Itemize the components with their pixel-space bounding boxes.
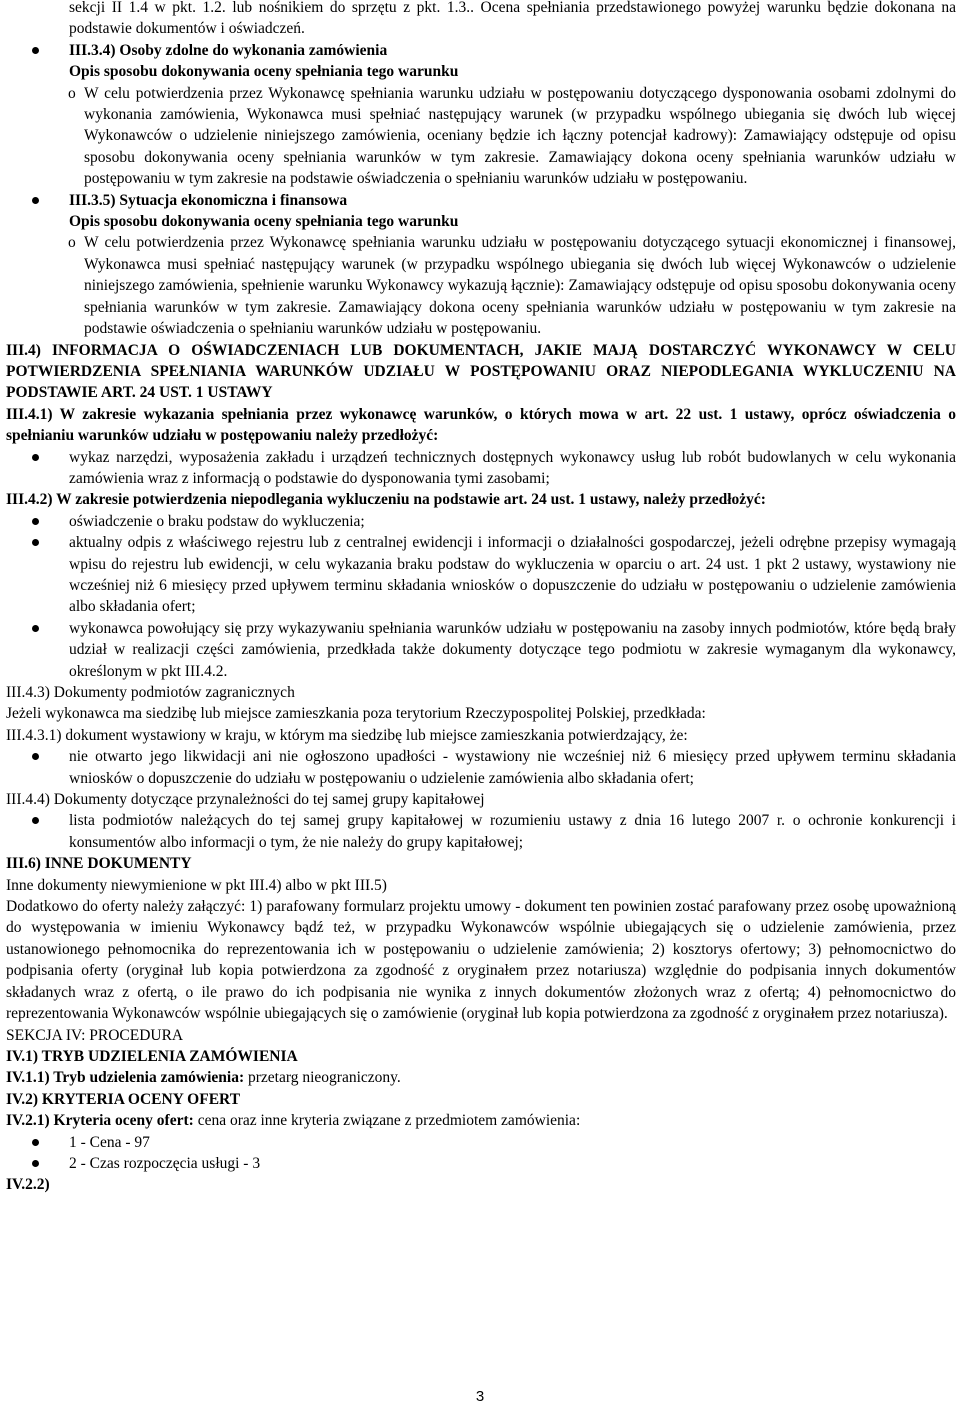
criterion-item <box>6 1132 956 1153</box>
field-label: IV.2.1) Kryteria oceny ofert: <box>6 1112 194 1130</box>
bullet-text: wykonawca powołujący się przy wykazywaniu spełniania warunków udziału w postępowaniu na zasoby innych podmiotów, które będą brały udział w realizacji części zamówienia, przedkłada także dokumenty dotyczące tego podmiotu w zakresie wymaganym dla wykonawcy, określonym w pkt III.4.2. <box>69 619 956 680</box>
bullet-item <box>6 40 956 61</box>
paragraph: Dodatkowo do oferty należy załączyć: 1) parafowany formularz projektu umowy - dokument ten powinien zostać parafowany przez osobę upoważnioną do występowania w imieniu Wykonawcy bądź też, w przypadku Wykonawców wspólnie ubiegających się o udzielenie zamówienia, przez ustanowionego pełnomocnika do reprezentowania ich w postępowaniu o udzielenie zamówienia; 2) kosztorys ofertowy; 3) pełnomocnictwo do podpisania oferty (oryginał lub kopia potwierdzona za zgodność z oryginałem przez notariusza) względnie do podpisania innych dokumentów składanych wraz z ofertą, o ile prawo do ich podpisania nie wynika z innych dokumentów złożonych wraz z ofertą; 4) pełnomocnictwo do reprezentowania Wykonawców wspólnie ubiegających się o zamówienie (oryginał lub kopia potwierdzona za zgodność z oryginałem przez notariusza). <box>6 898 956 1023</box>
section-heading: IV.1) TRYB UDZIELENIA ZAMÓWIENIA <box>6 1047 298 1065</box>
bullet-icon <box>32 518 39 525</box>
section-heading: III.6) INNE DOKUMENTY <box>6 855 192 873</box>
sub-item-text: W celu potwierdzenia przez Wykonawcę spełniania warunku udziału w postępowaniu dotyczącego dysponowania osobami zdolnymi do wykonania zamówienia, Wykonawca musi spełniać następujący warunek (w przypadku wspólnego ubiegania się dwóch lub więcej Wykonawców o udzielenie niniejszego zamówienia, oceniany będzie ich łączny potencjał kadrowy): Zamawiający odstępuje od opisu sposobu dokonywania oceny spełniania warunków w tym zakresie. Zamawiający dokona oceny spełniania warunków udziału w postępowaniu w tym zakresie na podstawie oświadczenia o spełnianiu warunków udziału w postępowaniu. <box>84 84 956 188</box>
field-value: cena oraz inne kryteria związane z przedmiotem zamówienia: <box>193 1112 581 1130</box>
bullet-text: aktualny odpis z właściwego rejestru lub z centralnej ewidencji i informacji o działalności gospodarczej, jeżeli odrębne przepisy wymagają wpisu do rejestru lub ewidencji, w celu wykazania braku podstaw do wykluczenia w oparciu o art. 24 ust. 1 pkt 2 ustawy, wystawiony nie wcześniej niż 6 miesięcy przed upływem terminu składania wniosków o dopuszczenie do udziału w postępowaniu o udzielenie zamówienia albo składania ofert; <box>69 534 956 616</box>
paragraph <box>6 1110 956 1131</box>
subsection-heading: III.4.4) Dokumenty dotyczące przynależności do tej samej grupy kapitałowej <box>6 791 485 809</box>
bullet-item <box>6 190 956 211</box>
sub-item <box>6 232 956 339</box>
bullet-icon <box>32 539 39 546</box>
section-heading: III.4) INFORMACJA O OŚWIADCZENIACH LUB DOKUMENTACH, JAKIE MAJĄ DOSTARCZYĆ WYKONAWCY W CELU POTWIERDZENIA SPEŁNIANIA WARUNKÓW UDZIAŁU W POSTĘPOWANIU ORAZ NIEPODLEGANIA WYKLUCZENIU NA PODSTAWIE ART. 24 UST. 1 USTAWY <box>6 341 956 402</box>
criterion-text: 2 - Czas rozpoczęcia usługi - 3 <box>69 1154 261 1172</box>
bullet-icon <box>32 454 39 461</box>
bullet-icon <box>32 1160 39 1167</box>
section-subtitle: Opis sposobu dokonywania oceny spełniania tego warunku <box>69 213 459 231</box>
bullet-icon <box>32 753 39 760</box>
document-content <box>6 0 956 1196</box>
bullet-text: oświadczenie o braku podstaw do wykluczenia; <box>69 512 365 530</box>
section-subtitle: Opis sposobu dokonywania oceny spełniania tego warunku <box>69 63 459 81</box>
criterion-text: 1 - Cena - 97 <box>69 1133 150 1151</box>
section-heading: IV.2) KRYTERIA OCENY OFERT <box>6 1090 241 1108</box>
section-title: III.3.5) Sytuacja ekonomiczna i finansowa <box>69 191 348 209</box>
bullet-item <box>6 532 956 618</box>
paragraph <box>6 1067 956 1088</box>
continuation-paragraph: sekcji II 1.4 w pkt. 1.2. lub nośnikiem do sprzętu z pkt. 1.3.. Ocena spełniania przedstawionego powyżej warunku będzie dokonana na podstawie dokumentów i oświadczeń. <box>69 0 956 38</box>
sub-item-text: W celu potwierdzenia przez Wykonawcę spełniania warunku udziału w postępowaniu dotyczącego sytuacji ekonomicznej i finansowej, Wykonawca musi spełniać następujący warunek (w przypadku wspólnego ubiegania się dwóch lub więcej Wykonawców o udzielenie niniejszego zamówienia, spełnienie warunku Wykonawcy wykazują łącznie): Zamawiający odstępuje od opisu sposobu dokonywania oceny spełniania warunków w tym zakresie. Zamawiający dokona oceny spełniania warunków udziału w postępowaniu w tym zakresie na podstawie oświadczenia o spełnianiu warunków udziału w postępowaniu. <box>84 234 956 338</box>
bullet-icon <box>32 1139 39 1146</box>
bullet-icon <box>32 625 39 632</box>
subsection-heading: III.4.3.1) dokument wystawiony w kraju, w którym ma siedzibę lub miejsce zamieszkania potwierdzający, że: <box>6 726 688 744</box>
bullet-text: wykaz narzędzi, wyposażenia zakładu i urządzeń technicznych dostępnych wykonawcy usług lub robót budowlanych w celu wykonania zamówienia wraz z informacją o podstawie do dysponowania tymi zasobami; <box>69 448 956 487</box>
bullet-text: nie otwarto jego likwidacji ani nie ogłoszono upadłości - wystawiony nie wcześniej niż 6 miesięcy przed upływem terminu składania wniosków o dopuszczenie do udziału w postępowaniu o udzielenie zamówienia albo składania ofert; <box>69 748 956 787</box>
bullet-text: lista podmiotów należących do tej samej grupy kapitałowej w rozumieniu ustawy z dnia 16 lutego 2007 r. o ochronie konkurencji i konsumentów albo informacji o tym, że nie należy do grupy kapitałowej; <box>69 812 956 851</box>
paragraph: Inne dokumenty niewymienione w pkt III.4) albo w pkt III.5) <box>6 876 387 894</box>
field-label: IV.1.1) Tryb udzielenia zamówienia: <box>6 1069 245 1087</box>
circle-bullet-icon: o <box>68 84 76 102</box>
bullet-item <box>6 746 956 789</box>
bullet-item <box>6 810 956 853</box>
field-value: przetarg nieograniczony. <box>244 1069 401 1087</box>
bullet-item <box>6 511 956 532</box>
bullet-item <box>6 618 956 682</box>
criterion-item <box>6 1153 956 1174</box>
sub-item <box>6 83 956 190</box>
subsection-heading: III.4.3) Dokumenty podmiotów zagranicznych <box>6 684 295 701</box>
bullet-icon <box>32 47 39 54</box>
paragraph: Jeżeli wykonawca ma siedzibę lub miejsce zamieszkania poza terytorium Rzeczypospolitej Polskiej, przedkłada: <box>6 705 706 723</box>
page-number: 3 <box>475 1388 485 1405</box>
bullet-item <box>6 447 956 490</box>
section-heading: SEKCJA IV: PROCEDURA <box>6 1026 184 1044</box>
circle-bullet-icon: o <box>68 234 76 252</box>
bullet-icon <box>32 197 39 204</box>
subsection-heading: III.4.2) W zakresie potwierdzenia niepodlegania wykluczeniu na podstawie art. 24 ust. 1 ustawy, należy przedłożyć: <box>6 491 766 509</box>
section-heading: IV.2.2) <box>6 1176 50 1194</box>
bullet-icon <box>32 817 39 824</box>
subsection-heading: III.4.1) W zakresie wykazania spełniania przez wykonawcę warunków, o których mowa w art. 22 ust. 1 ustawy, oprócz oświadczenia o spełnianiu warunków udziału w postępowaniu należy przedłożyć: <box>6 405 956 445</box>
section-title: III.3.4) Osoby zdolne do wykonania zamówienia <box>69 41 388 59</box>
